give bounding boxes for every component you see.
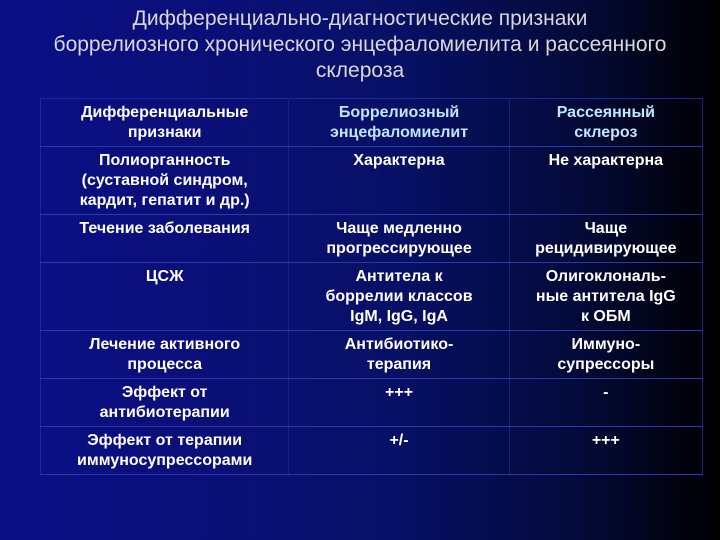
table-cell <box>41 147 289 215</box>
cell-line: процесса <box>127 356 202 373</box>
table-cell <box>41 263 289 331</box>
table-cell <box>509 147 702 215</box>
cell-line: Чаще <box>584 220 628 237</box>
table-cell <box>289 331 509 379</box>
table-row <box>41 331 703 379</box>
cell-line: - <box>603 384 609 401</box>
table-cell <box>41 331 289 379</box>
cell-line: Полиорганность <box>98 152 231 169</box>
cell-line: +++ <box>591 432 620 449</box>
slide-title <box>0 6 720 84</box>
table-cell <box>289 215 509 263</box>
table-cell <box>289 427 509 475</box>
header-cell-line: Рассеянный <box>556 104 655 121</box>
table-cell <box>509 263 702 331</box>
cell-line: Антитела к <box>355 268 443 285</box>
table-row <box>41 147 703 215</box>
comparison-table <box>40 98 703 475</box>
header-cell-borreliosis <box>289 99 509 147</box>
table-cell <box>41 379 289 427</box>
cell-line: Иммуно- <box>571 336 641 353</box>
table-cell <box>509 331 702 379</box>
cell-line: +/- <box>389 432 409 449</box>
cell-line: супрессоры <box>557 356 655 373</box>
title-line-1: Дифференциально-диагностические признаки <box>132 7 588 30</box>
cell-line: Не характерна <box>548 152 664 169</box>
table-row <box>41 379 703 427</box>
header-cell-line: Боррелиозный <box>338 104 460 121</box>
header-cell-line: Дифференциальные <box>81 104 249 121</box>
header-cell-line: склероз <box>574 124 638 141</box>
table-cell <box>509 427 702 475</box>
header-cell-ms <box>509 99 702 147</box>
cell-line: ные антитела IgG <box>535 288 676 305</box>
cell-line: рецидивирующее <box>535 240 677 257</box>
cell-line: терапия <box>366 356 432 373</box>
table-cell <box>41 215 289 263</box>
table-row <box>41 427 703 475</box>
header-cell-line: признаки <box>127 124 202 141</box>
cell-line: Эффект от <box>121 384 208 401</box>
header-cell-criteria <box>41 99 289 147</box>
cell-line: Чаще медленно <box>336 220 462 237</box>
table-cell <box>509 379 702 427</box>
table-row <box>41 215 703 263</box>
cell-line: прогрессирующее <box>326 240 472 257</box>
table-cell <box>289 379 509 427</box>
cell-line: Олигоклональ- <box>545 268 666 285</box>
cell-line: иммуносупрессорами <box>77 452 253 469</box>
cell-line: к ОБМ <box>580 308 631 325</box>
cell-line: IgM, IgG, IgA <box>350 308 448 325</box>
table-row <box>41 263 703 331</box>
cell-line: Эффект от терапии <box>87 432 243 449</box>
table-cell <box>289 147 509 215</box>
title-line-2: боррелиозного хронического энцефаломиелита и рассеянного <box>53 33 667 56</box>
cell-line: +++ <box>385 384 414 401</box>
cell-line: кардит, гепатит и др.) <box>79 192 250 209</box>
cell-line: Антибиотико- <box>344 336 454 353</box>
table-cell <box>289 263 509 331</box>
table-header-row <box>41 99 703 147</box>
header-cell-line: энцефаломиелит <box>329 124 469 141</box>
cell-line: боррелии классов <box>325 288 473 305</box>
cell-line: Течение заболевания <box>79 220 250 237</box>
cell-line: ЦСЖ <box>145 268 184 285</box>
cell-line: Характерна <box>353 152 445 169</box>
cell-line: антибиотерапии <box>99 404 230 421</box>
cell-line: Лечение активного <box>89 336 241 353</box>
table-cell <box>41 427 289 475</box>
table-body <box>41 99 703 475</box>
cell-line: (суставной синдром, <box>81 172 248 189</box>
table-cell <box>509 215 702 263</box>
title-line-3: склероза <box>315 59 405 82</box>
